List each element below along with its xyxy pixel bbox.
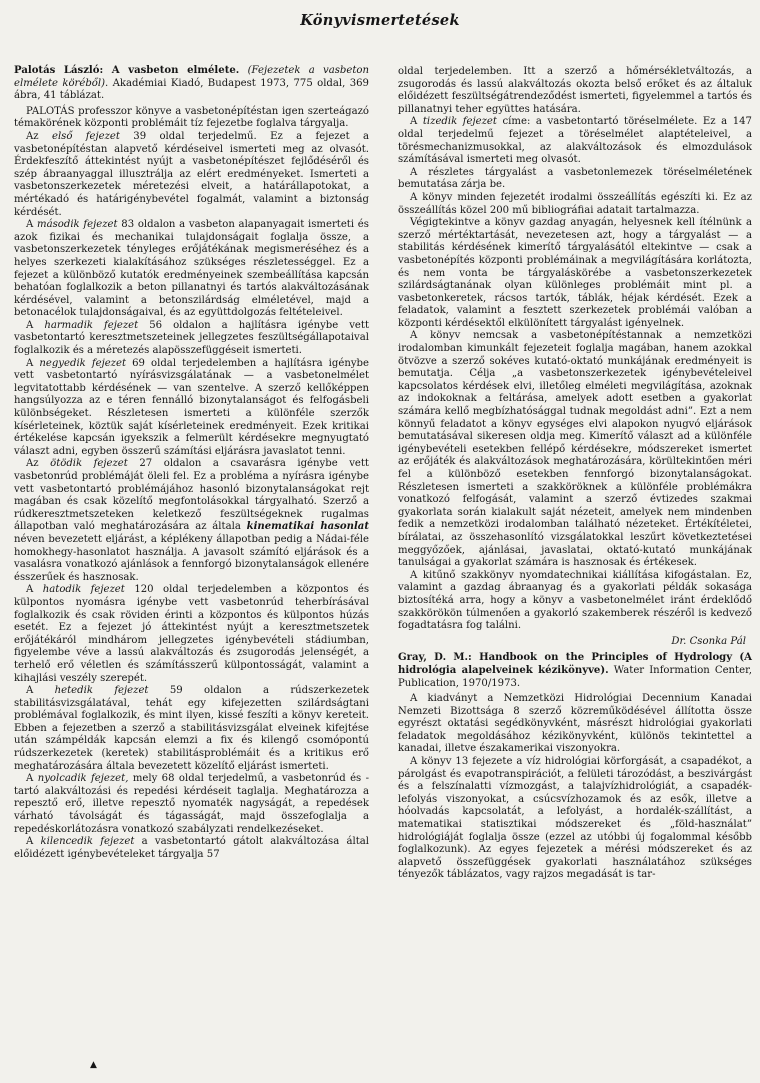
paragraph-continuation: oldal terjedelemben. Itt a szerző a hőmérsékletváltozás, a zsugorodás és lassú alakváltozás okozta belső erőket és az általuk előidézett feszültségátrendeződést ismerteti, figyelemmel a tartós és pillanatnyi teher együttes hatására. (398, 66, 752, 115)
paragraph-chapter-3: A harmadik fejezet 56 oldalon a hajlításra igénybe vett vasbetontartó keresztmetszeteinek jellegzetes feszültségállapotaival foglalkozik és a méretezés alapösszefüggéseit ismerteti. (14, 319, 369, 357)
paragraph-chapter-1: Az első fejezet 39 oldal terjedelmű. Ez a fejezet a vasbetonépítéstan alapvető kérdéseivel ismerteti meg az olvasót. Érdekfeszítő áttekintést nyújt a vasbetonépítészet fejlődéséről és szép ábraanyaggal illusztrálja az elért eredményeket. Ismerteti a vasbetonszerkezetek méretezési elveit, a határállapotokat, a mértékadó és határigénybevétel fogalmát, valamint a biztonság kérdését. (14, 130, 370, 218)
paragraph-chapter-8: A nyolcadik fejezet, mely 68 oldal terjedelmű, a vasbetonrúd és -tartó alakváltozási és repedési kérdéseit taglalja. Meghatározza a repesztő erő, illetve repesztő nyomaték nagyságát, a repedések várható távolságát és tágasságát, majd összefoglalja a repedéskorlátozásra vonatkozó szabályzati rendelkezéseket. (14, 773, 370, 835)
paragraph-chapter-10: A tizedik fejezet címe: a vasbetontartó töréselmélete. Ez a 147 oldal terjedelmű fejezet a töréselmélet alaptételeivel, a törésmechanizmusokkal, az alakváltozások és elmozdulások számításával ismerteti meg olvasót. (398, 116, 752, 166)
left-column (14, 65, 369, 861)
paragraph-gray-1: A kiadványt a Nemzetközi Hidrológiai Decennium Kanadai Nemzeti Bizottsága 8 szerző közreműködésével állította össze egyrészt oktatási segédkönyvként, másrészt hidrológiai gyakorlati feladatok megoldásához kézikönyvként, különös tekintettel a kanadai, illetve északamerikai viszonyokra. (398, 693, 752, 755)
paragraph-evaluation-2: A könyv nemcsak a vasbetonépítéstannak a nemzetközi irodalomban kimunkált fejezeteit foglalja magában, hanem azokkal ötvözve a szerző sokéves kutató-oktató munkájának eredményeit is bemutatja. Célja „a vasbetonszerkezetek igénybevételeivel kapcsolatos kérdések elvi, illetőleg elméleti megvilágítása, azoknak az indokoknak a feltárása, amelyek adott esetben a gyakorlat számára kellő megbízhatósággal tudnak megoldást adni”. Ezt a nem könnyű feladatot a könyv egységes elvi alapokon nyugvó eljárások bemutatásával sikeresen oldja meg. Kimerítő választ ad a különféle igénybevételi esetekben fellépő kérdésekre, módszereket ismertet az erőjáték és alakváltozások meghatározására, körültekintően méri fel a különböző esetekben fennforgó bizonytalanságokat. Részletesen ismerteti a szakköröknek a különféle problémákra vonatkozó felfogását, valamint a szerző évtizedes szakmai gyakorlata során kialakult saját nézeteit, amelyek nem mindenben fedik a nemzetközi irodalomban található nézeteket. Értékítéletei, bírálatai, az összehasonlító vizsgálatokkal leszűrt következtetései meggyőzőek, ajánlásai, javaslatai, oktató-kutató munkájának tanulságai a gyakorlat számára is hasznosak és értékesek. (398, 330, 752, 569)
paragraph-evaluation-3: A kitűnő szakkönyv nyomdatechnikai kiállítása kifogástalan. Ez, valamint a gazdag ábraanyag és a gyakorlati példák sokasága biztosítéká arra, hogy a könyv a vasbetonelmélet iránt érdeklődő szakkörökön túlmenően a gyakorló szakemberek részéről is kedvező fogadtatásra fog találni. (398, 569, 752, 632)
section-title: Könyvismertetések (300, 12, 460, 29)
review-citation-2: Gray, D. M.: Handbook on the Principles of Hydrology (A hidrológia alapelveinek kézikönyve). Water Information Center, Publication, 1970/1973. (398, 652, 753, 689)
reviewer-signature: Dr. Csonka Pál (671, 635, 746, 647)
footer-mark: ▲ (90, 1060, 97, 1070)
right-column (398, 66, 752, 882)
paragraph-chapter-7: A hetedik fejezet 59 oldalon a rúdszerkezetek stabilitásvizsgálatával, tehát egy kifejezetten szilárdságtani problémával foglalkozik, és mint ilyen, kissé feszíti a könyv kereteit. Ebben a fejezetben a szerző a stabilitásvizsgálat elveinek kifejtése után számpéldák kapcsán elemzi a fix és kilengő csomópontú rúdszerkezetek (keretek) stabilitásproblémáit és a kritikus erő meghatározására általa bevezetett közelítő eljárást ismerteti. (14, 685, 369, 772)
paragraph-chapter-10-end: A részletes tárgyalást a vasbetonlemezek töréselméletének bemutatása zárja be. (398, 166, 752, 191)
paragraph-intro: PALOTÁS professzor könyve a vasbetonépítéstan igen szerteágazó témakörének központi problémáit tíz fejezetbe foglalva tárgyalja. (14, 105, 369, 130)
paragraph-evaluation-1: Végigtekintve a könyv gazdag anyagán, helyesnek kell ítélnünk a szerző mértéktartását, nevezetesen azt, hogy a tárgyalást — a stabilitás kérdésének kimerítő tárgyalásától eltekintve — csak a vasbetonépítés központi problémáinak a megvilágítására korlátozta, és nem vonta be tárgyaláskörébe a vasbetonszerkezetek szilárdságtanának olyan különleges problémáit mint pl. a vasbetonkeretek, rácsos tartók, táblák, héjak kérdését. Ezek a feladatok, valamint a fesztett szerkezetek problémái valóban a központi kérdésektől elkülönített tárgyalást igényelnek. (398, 217, 752, 329)
paragraph-chapter-5: Az ötödik fejezet 27 oldalon a csavarásra igénybe vett vasbetonrúd problémáját öleli fel. Ez a probléma a nyírásra igénybe vett vasbetontartó problémájához hasonló bizonytalanságokat rejt magában és csak közelítő megfontolásokkal tárgyalható. Szerző a rúdkeresztmetszeteken keletkező feszültségeknek rugalmas állapotban való meghatározására az általa kinematikai hasonlat néven bevezetett eljárást, a képlékeny állapotban pedig a Nádai-féle homokhegy-hasonlatot használja. A javasolt számító eljárások és a vasalásra vonatkozó ajánlások a fennforgó bizonytalanságok ellenére ésszerűek és hasznosak. (14, 458, 369, 583)
paragraph-chapter-9: A kilencedik fejezet a vasbetontartó gátolt alakváltozása által előidézett igénybevételeket tárgyalja 57 (14, 836, 369, 860)
paragraph-chapter-4: A negyedik fejezet 69 oldal terjedelemben a hajlításra igénybe vett vasbetontartó nyírásvizsgálatának — a vasbetonelmélet legvitatottabb kérdésének — van szentelve. A szerző kellőképpen hangsúlyozza az e téren fennálló bizonytalanságot és felfogásbeli különbségeket. Részletesen ismerteti a különféle szerzők kísérleteinek, köztük saját kísérleteinek eredményeit. Ezek kritikai értékelése kapcsán igyekszik a felmerült kérdésekre megnyugtató választ adni, egyben összerű számítási eljárásra javaslatot tenni. (14, 357, 369, 457)
review-citation: Palotás László: A vasbeton elmélete. (Fejezetek a vasbeton elmélete köréből). Akadémiai Kiadó, Budapest 1973, 775 oldal, 369 ábra, 41 táblázat. (14, 65, 370, 102)
paragraph-chapter-6: A hatodik fejezet 120 oldal terjedelemben a központos és külpontos nyomásra igénybe vett vasbetonrúd teherbírásával foglalkozik és csak röviden érinti a központos és külpontos húzás esetét. Ez a fejezet jó áttekintést nyújt a keresztmetszetek erőjátékáról mindhárom jellegzetes igénybevételi stádiumban, figyelembe véve a lassú alakváltozás és zsugorodás jelenségét, a terhelő erő véletlen és számításszerű külpontosságát, valamint a kihajlási veszély szerepét. (14, 584, 370, 684)
paragraph-bibliography: A könyv minden fejezetét irodalmi összeállítás egészíti ki. Ez az összeállítás közel 200 mű bibliográfiai adatait tartalmazza. (398, 191, 752, 216)
paragraph-chapter-2: A második fejezet 83 oldalon a vasbeton alapanyagait ismerteti és azok fizikai és mechanikai tulajdonságait foglalja össze, a vasbetonszerkezetek tényleges erőjátékának megismeréséhez és a helyes szerkezeti kialakításához szükséges részletességgel. Ez a fejezet a különböző kutatók eredményeinek szembeállítása kapcsán behatóan foglalkozik a beton pillanatnyi és tartós alakváltozásának kérdésével, valamint a betonszilárdság elméletével, majd a betonacélok tulajdonságaival, és az együttdolgozás feltételeivel. (14, 219, 369, 319)
paragraph-gray-2: A könyv 13 fejezete a víz hidrológiai körforgását, a csapadékot, a párolgást és evapotranspirációt, a felületi tározódást, a beszivárgást és a felszínalatti vízmozgást, a talajvízhidrológiát, a csapadék-lefolyás viszonyokat, a csúcsvízhozamok és az esők, illetve a hóolvadás kapcsolatát, a lefolyást, a hordalék-szállítást, a matematikai statisztikai módszereket és „föld-használat” hidrológiáját foglalja össze (ezzel az utóbbi új fogalommal később foglalkozunk). Az egyes fejezetek a mérési módszereket és az alapvető összefüggések gyakorlati használatához szükséges tényezők táblázatos, vagy rajzos megadását is tar- (398, 756, 752, 881)
